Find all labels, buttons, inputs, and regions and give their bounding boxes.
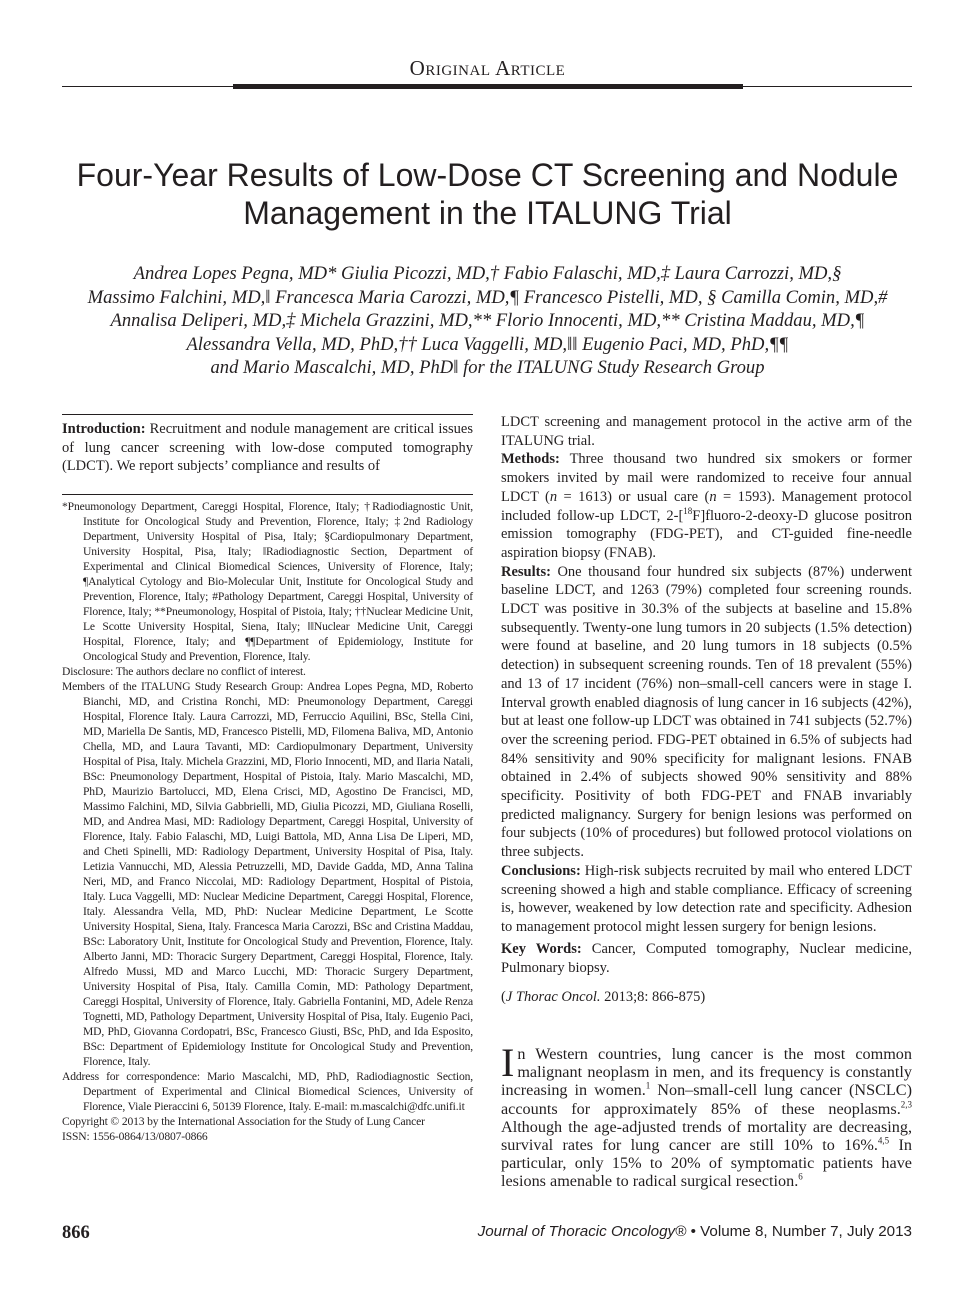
reference-marker[interactable]: 1: [645, 1081, 651, 1092]
citation-open: (: [501, 989, 506, 1005]
body-sentence: Although the age-adjusted trends of mortality are decreasing, survival rates for lung cancer are still 10% to 16%.: [501, 1117, 912, 1155]
correspondence-note: Address for correspondence: Mario Mascalchi, MD, PhD, Radiodiagnostic Section, Department of Experimental and Clinical Biomedical Sciences, University of Florence, Viale Pieraccini 6, 50139 Florence, Italy. E-mail: m.mascalchi@dfc.unifi.it: [62, 1070, 473, 1113]
methods-text: = 1613) or usual care (: [557, 488, 710, 505]
introduction-continued: LDCT screening and management protocol in the active arm of the ITALUNG trial.: [501, 414, 912, 449]
copyright-note: Copyright © 2013 by the International Association for the Study of Lung Cancer: [62, 1115, 425, 1128]
drop-cap: I: [501, 1040, 515, 1085]
body-text: [501, 1040, 913, 1191]
reference-marker[interactable]: 4,5: [877, 1135, 890, 1146]
results-text: One thousand four hundred six subjects (87%) underwent baseline LDCT, and 1263 (79%) completed four screening rounds. LDCT was positive in 30.3% of the subjects at baseline and 15.8% subsequently. Twenty-one lung tumors in 20 subjects (1.5% detection) were found at baseline, and 20 lung tumors in 18 subjects (0.5% detection) in subsequent screening rounds. Ten of 18 prevalent (55%) and 13 of 17 incident (76%) non–small-cell cancers were in stage I. Interval growth enabled diagnosis of lung cancer in 16 subjects (42%), but at least one follow-up LDCT was obtained in 741 subjects (52.7%) over the screening period. FDG-PET obtained in 6.5% of subjects had 84% sensitivity and 90% specificity for malignant lesions. FNAB obtained in 2.4% of subjects showed 90% sensitivity and 88% specificity. Positivity of both FDG-PET and FNAB invariably predicted malignancy. Surgery for benign lesions was performed on four subjects (10% of procedures) but followed protocol violations on three subjects.: [501, 563, 913, 861]
isotope-superscript: 18: [683, 505, 693, 516]
introduction-text: Recruitment and nodule management are critical issues of lung cancer screening with low-dose computed tomography (LDCT). We report subjects’ compliance and results of: [62, 421, 474, 475]
body-sentence: Non–small-cell lung cancer (NSCLC) accounts for approximately 85% of these neoplasms.: [501, 1081, 912, 1118]
reference-marker[interactable]: 6: [798, 1172, 803, 1183]
author-line: Annalisa Deliperi, MD,‡ Michela Grazzini, MD,** Florio Innocenti, MD,** Cristina Maddau, MD,¶: [110, 310, 865, 332]
footnotes: [62, 499, 473, 1144]
methods-text: Three thousand two hundred six smokers or former smokers invited by mail were randomized to receive four annual LDCT (: [501, 451, 912, 505]
abstract-continued: [501, 413, 912, 937]
author-line: and Mario Mascalchi, MD, PhD‖ for the ITALUNG Study Research Group: [210, 357, 765, 379]
body-sentence: In particular, only 15% to 20% of symptomatic patients have lesions amenable to radical surgical resection.: [501, 1136, 913, 1191]
author-list: [40, 262, 935, 380]
introduction-label: Introduction:: [62, 421, 146, 437]
conclusions-label: Conclusions:: [501, 862, 581, 879]
abstract-results: [501, 563, 912, 862]
issn-note: ISSN: 1556-0864/13/0807-0866: [62, 1130, 208, 1143]
abstract-methods: [501, 450, 912, 562]
methods-text: F]fluoro-2-deoxy-D glucose positron emission tomography (FDG-PET), and CT-guided fine-needle aspiration biopsy (FNAB).: [501, 507, 912, 561]
reference-marker[interactable]: 2,3: [900, 1099, 912, 1110]
author-line: Andrea Lopes Pegna, MD* Giulia Picozzi, MD,† Fabio Falaschi, MD,‡ Laura Carrozzi, MD,§: [133, 263, 842, 284]
section-label: Original Article: [409, 56, 566, 80]
keywords-label: Key Words:: [501, 941, 582, 957]
page-number: 866: [62, 1223, 90, 1243]
keywords-text: Cancer, Computed tomography, Nuclear medicine, Pulmonary biopsy.: [501, 941, 912, 976]
author-line: Massimo Falchini, MD,‖ Francesca Maria Carozzi, MD,¶ Francesco Pistelli, MD, § Camilla Comin, MD,#: [87, 286, 888, 308]
citation-details: 2013;8: 866-875): [600, 989, 706, 1005]
issue-info: • Volume 8, Number 7, July 2013: [686, 1223, 912, 1240]
abstract-conclusions: [501, 862, 912, 937]
footnote-rule: [62, 494, 473, 495]
conclusions-text: High-risk subjects recruited by mail who entered LDCT screening showed a high and stable compliance. Efficacy of screening is, however, weakened by low detection rate and specificity. Adhesion to management protocol might lessen surgery for benign lesions.: [501, 862, 912, 935]
citation-journal: J Thorac Oncol.: [505, 989, 601, 1005]
members-note: Members of the ITALUNG Study Research Group: Andrea Lopes Pegna, MD, Roberto Bianchi, MD, and Cristina Ronchi, MD: Pneumonology Department, Careggi Hospital, Florence Italy. Laura Carrozzi, MD, Ferruccio Aquilini, BSc, Stella Cini, MD, Mariella De Santis, MD, Francesco Pistelli, MD, Filomena Baliva, MD, Antonio Chella, MD, and Laura Tavanti, MD: Cardiopulmonary Department, University Hospital of Pisa, Italy. Michela Grazzini, MD, Florio Innocenti, MD, and Ilaria Natali, BSc: Pneumonology Department, Hospital of Pistoia, Italy. Mario Mascalchi, MD, PhD, Maurizio Bartolucci, MD, Elena Crisci, MD, Agostino De Francisci, MD, Massimo Falchini, MD, Silvia Gabbrielli, MD, Giulia Picozzi, MD, Giuliana Roselli, MD, and Andrea Masi, MD: Radiology Department, Careggi Hospital, University of Florence, Italy. Fabio Falaschi, MD, Luigi Battola, MD, Anna Lisa De Liperi, MD, and Cheti Spinelli, MD: Radiology Department, University Hospital of Pisa, Italy. Letizia Vannucchi, MD, Alessia Petruzzelli, MD, Davide Gadda, MD, Anna Talina Neri, MD, and Franco Niccolai, MD: Radiology Department, Hospital of Pistoia, Italy. Luca Vaggelli, MD: Nuclear Medicine Department, Careggi Hospital, Florence, Italy. Alessandra Vella, MD, PhD: Nuclear Medicine Department, Le Scotte University Hospital, Siena, Italy. Francesca Maria Carozzi, BSc and Cristina Maddau, BSc: Laboratory Unit, Institute for Oncological Study and Prevention, Florence, Italy. Alberto Janni, MD: Thoracic Surgery Department, Careggi Hospital, Florence, Italy. Alfredo Mussi, MD and Marco Lucchi, MD: Thoracic Surgery Department, University Hospital of Pisa, Italy. Camilla Comin, MD: Pathology Department, Careggi Hospital, University of Florence, Italy. Gabriella Fontanini, MD, Adele Renza Tognetti, MD, Pathology Department, University Hospital of Pisa, Italy. Eugenio Paci, MD, PhD, Giovanna Cordopatri, BSc, Francesco Giusti, BSc, PhD, and Ida Esposito, BSc: Department of Epidemiology Institute for Oncological Study and Prevention, Florence, Italy.: [62, 680, 473, 1068]
body-sentence: n Western countries, lung cancer is the most common malignant neoplasm in men, and its frequency is constantly increasing in women.: [501, 1045, 912, 1100]
article-title: Four-Year Results of Low-Dose CT Screening and Nodule Management in the ITALUNG Trial: [76, 157, 899, 231]
abstract-rule: [62, 414, 473, 415]
n-variable: n: [709, 488, 717, 505]
results-label: Results:: [501, 563, 551, 580]
abstract-introduction: [62, 420, 473, 476]
author-line: Alessandra Vella, MD, PhD,†† Luca Vaggelli, MD,‖‖ Eugenio Paci, MD, PhD,¶¶: [186, 333, 789, 355]
affiliations-note: *Pneumonology Department, Careggi Hospital, Florence, Italy; †Radiodiagnostic Unit, Institute for Oncological Study and Prevention, Florence, Italy; ‡2nd Radiology Department, University Hospital of Pisa, Italy; §Cardiopulmonary Department, University Hospital, Pisa, Italy; ‖Radiodiagnostic Section, Department of Experimental and Clinical Biomedical Sciences, University of Florence, Italy; ¶Analytical Cytology and Bio-Molecular Unit, Institute for Oncological Study and Prevention, Florence, Italy; #Pathology Department, Careggi Hospital, University of Florence, Italy; **Pneumonology, Hospital of Pistoia, Italy; ††Nuclear Medicine Unit, Le Scotte University Hospital, Siena, Italy; ‖‖Nuclear Medicine Unit, Careggi Hospital, Florence, Italy; and ¶¶Department of Epidemiology, Institute for Oncological Study and Prevention, Florence, Italy.: [62, 500, 473, 663]
n-variable: n: [549, 488, 558, 505]
keywords: [501, 940, 912, 977]
journal-name: Journal of Thoracic Oncology®: [477, 1223, 687, 1240]
disclosure-note: Disclosure: The authors declare no conflict of interest.: [62, 665, 306, 678]
running-footer: [478, 1223, 912, 1240]
header-rule-thick: [233, 84, 743, 89]
methods-label: Methods:: [501, 451, 560, 468]
methods-text: = 1593). Management protocol included follow-up LDCT, 2-[: [501, 488, 912, 524]
citation: [501, 988, 912, 1007]
